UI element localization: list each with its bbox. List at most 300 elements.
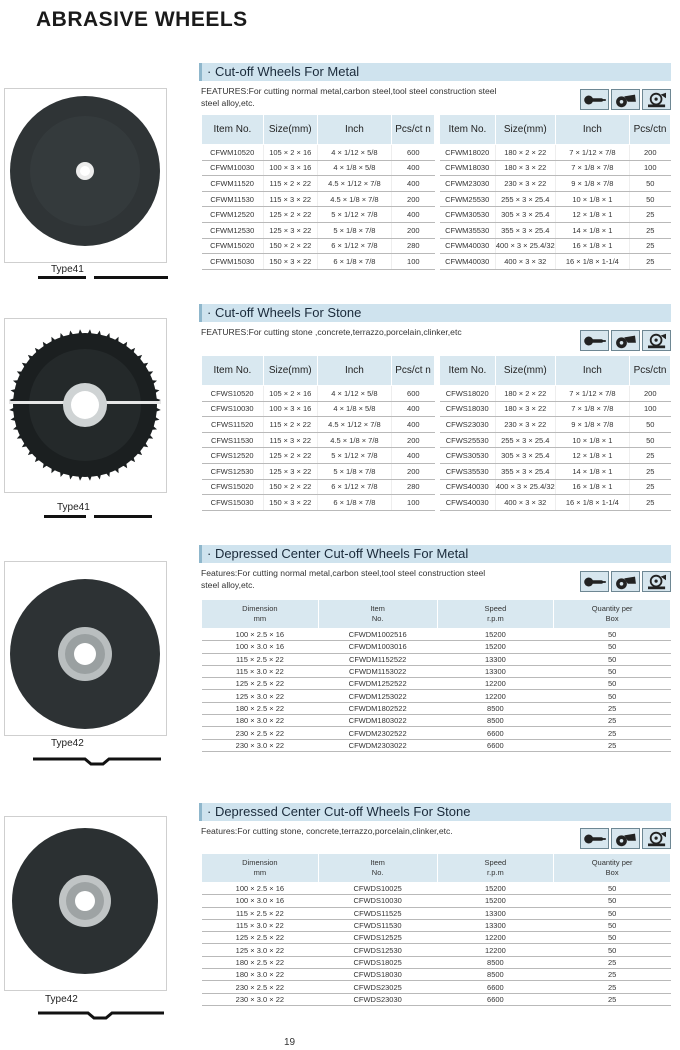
table-cell: 9 × 1/8 × 7/8 bbox=[555, 417, 629, 433]
table-cell: 180 × 2.5 × 22 bbox=[202, 702, 319, 714]
col-header: Inch bbox=[317, 115, 391, 145]
table-cell: 180 × 3 × 22 bbox=[495, 160, 555, 176]
table-cell: 180 × 2 × 22 bbox=[495, 145, 555, 161]
usage-icons bbox=[580, 571, 671, 592]
table-cell: 12200 bbox=[437, 690, 554, 702]
table-cell: 125 × 2 × 22 bbox=[263, 448, 317, 464]
table-cell: 25 bbox=[630, 207, 671, 223]
table-cell: 50 bbox=[554, 653, 671, 665]
table-cell: 400 bbox=[392, 401, 435, 417]
table-cell: CFWS18030 bbox=[440, 401, 496, 417]
col-header: Pcs/ctn bbox=[630, 356, 671, 386]
table-cell: 230 × 3.0 × 22 bbox=[202, 993, 319, 1005]
table-row bbox=[202, 653, 671, 665]
table-cell: 25 bbox=[630, 495, 671, 511]
table-row bbox=[202, 254, 435, 270]
table-cell: CFWS35530 bbox=[440, 463, 496, 479]
table-cell: 4 × 1/8 × 5/8 bbox=[317, 160, 391, 176]
table-cell: 180 × 3 × 22 bbox=[495, 401, 555, 417]
col-header-line: r.p.m bbox=[487, 614, 504, 623]
col-header: Size(mm) bbox=[263, 115, 317, 145]
table-row bbox=[202, 207, 435, 223]
table-cell: CFWS40030 bbox=[440, 495, 496, 511]
table-cell: 7 × 1/12 × 7/8 bbox=[555, 145, 629, 161]
table-row bbox=[202, 432, 435, 448]
features-cutoff-metal bbox=[201, 85, 497, 109]
table-cell: 4.5 × 1/12 × 7/8 bbox=[317, 176, 391, 192]
col-header-line: Dimension bbox=[242, 858, 278, 867]
table-row bbox=[202, 956, 671, 968]
table-row bbox=[440, 448, 671, 464]
col-header: Item No. bbox=[440, 115, 496, 145]
table-cell: 150 × 3 × 22 bbox=[263, 495, 317, 511]
table-cell: 12200 bbox=[437, 944, 554, 956]
table-cell: 230 × 2.5 × 22 bbox=[202, 981, 319, 993]
table-row bbox=[440, 401, 671, 417]
table-cell: CFWM25530 bbox=[440, 191, 496, 207]
table-cell: 100 × 2.5 × 16 bbox=[202, 629, 319, 641]
table-cell: 15200 bbox=[437, 883, 554, 895]
product-photo-cutoff-stone bbox=[4, 318, 167, 493]
table-row bbox=[440, 432, 671, 448]
table-row bbox=[202, 702, 671, 714]
table-cell: CFWM12520 bbox=[202, 207, 264, 223]
table-cell: 280 bbox=[392, 479, 435, 495]
table-cell: 125 × 3.0 × 22 bbox=[202, 944, 319, 956]
table-row bbox=[440, 191, 671, 207]
usage-icons bbox=[580, 330, 671, 351]
table-cell: 25 bbox=[554, 969, 671, 981]
spec-table-left bbox=[201, 114, 435, 270]
table-cell: CFWS11520 bbox=[202, 417, 264, 433]
table-row bbox=[202, 907, 671, 919]
table-cell: 13300 bbox=[437, 907, 554, 919]
table-cell: CFWDS10030 bbox=[318, 895, 437, 907]
table-row bbox=[440, 222, 671, 238]
col-header-line: No. bbox=[371, 614, 384, 623]
features-line: FEATURES:For cutting normal metal,carbon steel,tool steel construction steel bbox=[201, 86, 497, 96]
table-cell: CFWDS18025 bbox=[318, 956, 437, 968]
usage-icons bbox=[580, 828, 671, 849]
table-cell: 50 bbox=[554, 883, 671, 895]
table-row bbox=[440, 479, 671, 495]
table-row bbox=[202, 895, 671, 907]
table-cell: CFWM40030 bbox=[440, 238, 496, 254]
table-cell: 50 bbox=[630, 176, 671, 192]
depressed-wheel-profile bbox=[33, 754, 161, 768]
section-title-depressed-stone: · Depressed Center Cut-off Wheels For Stone bbox=[199, 803, 671, 821]
col-header bbox=[437, 600, 554, 629]
section-title-depressed-metal: · Depressed Center Cut-off Wheels For Metal bbox=[199, 545, 671, 563]
table-cell: 100 bbox=[630, 160, 671, 176]
col-header-line: Quantity per bbox=[591, 604, 633, 613]
table-cell: 7 × 1/8 × 7/8 bbox=[555, 401, 629, 417]
table-cell: CFWDS10025 bbox=[318, 883, 437, 895]
table-cell: 13300 bbox=[437, 919, 554, 931]
table-cell: CFWDS12530 bbox=[318, 944, 437, 956]
table-cell: CFWDS18030 bbox=[318, 969, 437, 981]
col-header bbox=[554, 600, 671, 629]
flat-wheel-profile bbox=[44, 514, 152, 520]
depressed-wheel-profile bbox=[38, 1008, 164, 1022]
col-header bbox=[202, 854, 319, 883]
section-title-cutoff-metal: · Cut-off Wheels For Metal bbox=[199, 63, 671, 81]
table-cell: 8500 bbox=[437, 715, 554, 727]
wheel-image bbox=[5, 562, 166, 735]
features-depressed-stone bbox=[201, 825, 453, 837]
table-cell: 400 × 3 × 32 bbox=[495, 495, 555, 511]
table-row bbox=[202, 715, 671, 727]
table-cell: 12200 bbox=[437, 678, 554, 690]
product-photo-depressed-metal bbox=[4, 561, 167, 736]
table-cell: 115 × 3 × 22 bbox=[263, 191, 317, 207]
table-cell: CFWDS23025 bbox=[318, 981, 437, 993]
features-depressed-metal bbox=[201, 567, 485, 591]
table-cell: 50 bbox=[630, 417, 671, 433]
table-cell: 16 × 1/8 × 1-1/4 bbox=[555, 495, 629, 511]
table-row bbox=[202, 919, 671, 931]
table-cell: 4.5 × 1/8 × 7/8 bbox=[317, 191, 391, 207]
table-cell: 15200 bbox=[437, 629, 554, 641]
table-cell: CFWM15020 bbox=[202, 238, 264, 254]
product-photo-depressed-stone bbox=[4, 816, 167, 991]
col-header-line: Item bbox=[370, 858, 385, 867]
table-cell: 400 bbox=[392, 448, 435, 464]
features-line: Features:For cutting normal metal,carbon steel,tool steel construction steel bbox=[201, 568, 486, 578]
table-cell: 255 × 3 × 25.4 bbox=[495, 432, 555, 448]
table-row bbox=[202, 883, 671, 895]
product-photo-cutoff-metal bbox=[4, 88, 167, 263]
table-cell: CFWM40030 bbox=[440, 254, 496, 270]
usage-icons bbox=[580, 89, 671, 110]
table-cell: 13300 bbox=[437, 665, 554, 677]
table-cell: 16 × 1/8 × 1-1/4 bbox=[555, 254, 629, 270]
table-cell: 14 × 1/8 × 1 bbox=[555, 222, 629, 238]
table-cell: 100 × 3 × 16 bbox=[263, 401, 317, 417]
table-cell: 180 × 2.5 × 22 bbox=[202, 956, 319, 968]
table-row bbox=[440, 176, 671, 192]
table-cell: 150 × 2 × 22 bbox=[263, 479, 317, 495]
wheel-image bbox=[5, 89, 166, 262]
table-row bbox=[202, 690, 671, 702]
table-row bbox=[440, 145, 671, 161]
table-cell: CFWS15030 bbox=[202, 495, 264, 511]
col-header: Size(mm) bbox=[263, 356, 317, 386]
table-row bbox=[202, 932, 671, 944]
table-cell: 200 bbox=[630, 145, 671, 161]
table-cell: 600 bbox=[392, 386, 435, 402]
table-cell: CFWDM2303022 bbox=[318, 739, 437, 751]
table-cell: 200 bbox=[392, 432, 435, 448]
cut-off-saw-icon bbox=[611, 330, 640, 351]
spec-table-left bbox=[201, 355, 435, 511]
table-cell: 50 bbox=[554, 665, 671, 677]
table-cell: 150 × 2 × 22 bbox=[263, 238, 317, 254]
col-header: Inch bbox=[555, 356, 629, 386]
table-cell: 25 bbox=[554, 715, 671, 727]
col-header bbox=[202, 600, 319, 629]
type-label: Type42 bbox=[45, 994, 78, 1005]
table-cell: CFWDM1802522 bbox=[318, 702, 437, 714]
table-cell: 4.5 × 1/8 × 7/8 bbox=[317, 432, 391, 448]
spec-table bbox=[201, 599, 671, 752]
table-cell: CFWS15020 bbox=[202, 479, 264, 495]
table-cell: 50 bbox=[554, 690, 671, 702]
table-row bbox=[202, 739, 671, 751]
table-cell: 125 × 2.5 × 22 bbox=[202, 932, 319, 944]
table-cell: 100 bbox=[392, 495, 435, 511]
table-cell: 355 × 3 × 25.4 bbox=[495, 463, 555, 479]
table-cell: 4 × 1/12 × 5/8 bbox=[317, 386, 391, 402]
cut-off-saw-icon bbox=[611, 571, 640, 592]
table-cell: 5 × 1/12 × 7/8 bbox=[317, 207, 391, 223]
table-cell: 200 bbox=[630, 386, 671, 402]
table-cell: 6600 bbox=[437, 993, 554, 1005]
table-cell: 400 × 3 × 25.4/32 bbox=[495, 479, 555, 495]
table-cell: CFWDM2302522 bbox=[318, 727, 437, 739]
features-cutoff-stone bbox=[201, 326, 462, 338]
table-cell: 25 bbox=[554, 702, 671, 714]
table-cell: CFWM11530 bbox=[202, 191, 264, 207]
table-cell: 230 × 3 × 22 bbox=[495, 417, 555, 433]
table-cell: CFWDS23030 bbox=[318, 993, 437, 1005]
stationary-machine-icon bbox=[642, 571, 671, 592]
table-cell: 400 bbox=[392, 160, 435, 176]
stationary-machine-icon bbox=[642, 330, 671, 351]
table-cell: 180 × 3.0 × 22 bbox=[202, 715, 319, 727]
table-cell: 200 bbox=[392, 222, 435, 238]
table-row bbox=[202, 495, 435, 511]
table-cell: 25 bbox=[554, 981, 671, 993]
table-row bbox=[202, 641, 671, 653]
table-cell: 25 bbox=[630, 479, 671, 495]
table-row bbox=[202, 386, 435, 402]
table-cell: 200 bbox=[392, 191, 435, 207]
table-row bbox=[440, 254, 671, 270]
table-cell: CFWDS11530 bbox=[318, 919, 437, 931]
table-cell: 200 bbox=[392, 463, 435, 479]
table-cell: 10 × 1/8 × 1 bbox=[555, 191, 629, 207]
col-header bbox=[318, 854, 437, 883]
col-header: Pcs/ct n bbox=[392, 356, 435, 386]
table-cell: 7 × 1/12 × 7/8 bbox=[555, 386, 629, 402]
table-cell: CFWS40030 bbox=[440, 479, 496, 495]
table-cell: 150 × 3 × 22 bbox=[263, 254, 317, 270]
wheel-image bbox=[5, 319, 166, 492]
table-cell: CFWS10520 bbox=[202, 386, 264, 402]
table-cell: CFWM11520 bbox=[202, 176, 264, 192]
table-cell: CFWS30530 bbox=[440, 448, 496, 464]
table-cell: 115 × 3 × 22 bbox=[263, 432, 317, 448]
table-cell: 8500 bbox=[437, 956, 554, 968]
table-cell: CFWM15030 bbox=[202, 254, 264, 270]
table-cell: 355 × 3 × 25.4 bbox=[495, 222, 555, 238]
table-cell: 8500 bbox=[437, 702, 554, 714]
table-cell: CFWS25530 bbox=[440, 432, 496, 448]
table-cell: 50 bbox=[630, 432, 671, 448]
spec-table-right bbox=[439, 114, 671, 270]
col-header-line: r.p.m bbox=[487, 868, 504, 877]
table-cell: 50 bbox=[554, 919, 671, 931]
stationary-machine-icon bbox=[642, 828, 671, 849]
table-cell: 9 × 1/8 × 7/8 bbox=[555, 176, 629, 192]
table-cell: 400 × 3 × 32 bbox=[495, 254, 555, 270]
col-header-line: Box bbox=[605, 614, 619, 623]
table-cell: 125 × 3 × 22 bbox=[263, 463, 317, 479]
table-cell: 6 × 1/8 × 7/8 bbox=[317, 495, 391, 511]
table-cell: CFWDM1002516 bbox=[318, 629, 437, 641]
table-cell: 7 × 1/8 × 7/8 bbox=[555, 160, 629, 176]
table-cell: 12 × 1/8 × 1 bbox=[555, 207, 629, 223]
table-cell: 15200 bbox=[437, 641, 554, 653]
table-cell: CFWM23030 bbox=[440, 176, 496, 192]
table-cell: CFWS11530 bbox=[202, 432, 264, 448]
table-row bbox=[440, 417, 671, 433]
table-cell: 14 × 1/8 × 1 bbox=[555, 463, 629, 479]
table-cell: CFWDM1253022 bbox=[318, 690, 437, 702]
table-row bbox=[202, 981, 671, 993]
angle-grinder-icon bbox=[580, 571, 609, 592]
type-label: Type41 bbox=[51, 264, 84, 275]
table-cell: 8500 bbox=[437, 969, 554, 981]
table-cell: 50 bbox=[554, 641, 671, 653]
table-cell: 600 bbox=[392, 145, 435, 161]
table-row bbox=[202, 160, 435, 176]
table-row bbox=[202, 727, 671, 739]
col-header: Item No. bbox=[440, 356, 496, 386]
col-header: Size(mm) bbox=[495, 115, 555, 145]
table-cell: 100 × 3.0 × 16 bbox=[202, 641, 319, 653]
table-cell: CFWDM1153022 bbox=[318, 665, 437, 677]
table-cell: 6 × 1/12 × 7/8 bbox=[317, 479, 391, 495]
wheel-image bbox=[5, 817, 166, 990]
table-cell: 125 × 3 × 22 bbox=[263, 222, 317, 238]
features-line: FEATURES:For cutting stone ,concrete,terrazzo,porcelain,clinker,etc bbox=[201, 327, 462, 337]
table-row bbox=[440, 207, 671, 223]
cut-off-saw-icon bbox=[611, 828, 640, 849]
col-header-line: mm bbox=[253, 614, 267, 623]
table-row bbox=[440, 463, 671, 479]
table-row bbox=[440, 160, 671, 176]
table-cell: 25 bbox=[630, 463, 671, 479]
table-cell: 4.5 × 1/12 × 7/8 bbox=[317, 417, 391, 433]
table-cell: 115 × 2 × 22 bbox=[263, 417, 317, 433]
table-row bbox=[202, 238, 435, 254]
col-header-line: Dimension bbox=[242, 604, 278, 613]
table-cell: 100 bbox=[392, 254, 435, 270]
table-cell: 125 × 2.5 × 22 bbox=[202, 678, 319, 690]
col-header: Size(mm) bbox=[495, 356, 555, 386]
table-row bbox=[202, 969, 671, 981]
table-cell: 115 × 2 × 22 bbox=[263, 176, 317, 192]
table-cell: 400 bbox=[392, 207, 435, 223]
type-label: Type41 bbox=[57, 502, 90, 513]
table-cell: 25 bbox=[554, 956, 671, 968]
table-cell: CFWM18030 bbox=[440, 160, 496, 176]
col-header bbox=[437, 854, 554, 883]
table-cell: 50 bbox=[554, 678, 671, 690]
table-cell: 230 × 3 × 22 bbox=[495, 176, 555, 192]
table-row bbox=[202, 463, 435, 479]
table-cell: 115 × 3.0 × 22 bbox=[202, 919, 319, 931]
stationary-machine-icon bbox=[642, 89, 671, 110]
col-header: Pcs/ctn bbox=[630, 115, 671, 145]
table-cell: 25 bbox=[554, 739, 671, 751]
angle-grinder-icon bbox=[580, 330, 609, 351]
table-cell: 125 × 2 × 22 bbox=[263, 207, 317, 223]
table-row bbox=[202, 222, 435, 238]
table-cell: CFWS12530 bbox=[202, 463, 264, 479]
col-header-line: Speed bbox=[484, 604, 507, 613]
col-header: Item No. bbox=[202, 115, 264, 145]
col-header-line: Speed bbox=[484, 858, 507, 867]
table-cell: CFWDM1252522 bbox=[318, 678, 437, 690]
table-cell: CFWDS12525 bbox=[318, 932, 437, 944]
table-cell: 4 × 1/12 × 5/8 bbox=[317, 145, 391, 161]
table-cell: 13300 bbox=[437, 653, 554, 665]
table-cell: 4 × 1/8 × 5/8 bbox=[317, 401, 391, 417]
table-cell: CFWM30530 bbox=[440, 207, 496, 223]
table-cell: CFWM35530 bbox=[440, 222, 496, 238]
table-cell: 10 × 1/8 × 1 bbox=[555, 432, 629, 448]
col-header: Inch bbox=[317, 356, 391, 386]
table-cell: CFWDM1003016 bbox=[318, 641, 437, 653]
table-cell: CFWM18020 bbox=[440, 145, 496, 161]
col-header bbox=[554, 854, 671, 883]
type-label: Type42 bbox=[51, 738, 84, 749]
table-cell: CFWDM1152522 bbox=[318, 653, 437, 665]
features-line: steel alloy,etc. bbox=[201, 98, 255, 108]
table-cell: 50 bbox=[554, 895, 671, 907]
section-title-cutoff-stone: · Cut-off Wheels For Stone bbox=[199, 304, 671, 322]
table-cell: CFWS18020 bbox=[440, 386, 496, 402]
table-cell: 125 × 3.0 × 22 bbox=[202, 690, 319, 702]
table-cell: 230 × 3.0 × 22 bbox=[202, 739, 319, 751]
table-cell: 305 × 3 × 25.4 bbox=[495, 207, 555, 223]
table-cell: 280 bbox=[392, 238, 435, 254]
table-cell: 50 bbox=[554, 932, 671, 944]
table-cell: CFWS10030 bbox=[202, 401, 264, 417]
table-row bbox=[202, 145, 435, 161]
table-cell: CFWM10030 bbox=[202, 160, 264, 176]
table-cell: 5 × 1/8 × 7/8 bbox=[317, 222, 391, 238]
table-cell: 12 × 1/8 × 1 bbox=[555, 448, 629, 464]
table-cell: 115 × 2.5 × 22 bbox=[202, 653, 319, 665]
col-header: Inch bbox=[555, 115, 629, 145]
table-row bbox=[440, 238, 671, 254]
table-cell: 25 bbox=[630, 222, 671, 238]
table-cell: 6600 bbox=[437, 739, 554, 751]
table-cell: 6 × 1/12 × 7/8 bbox=[317, 238, 391, 254]
table-cell: 6 × 1/8 × 7/8 bbox=[317, 254, 391, 270]
col-header-line: No. bbox=[371, 868, 384, 877]
table-cell: 255 × 3 × 25.4 bbox=[495, 191, 555, 207]
table-cell: 25 bbox=[554, 727, 671, 739]
col-header: Item No. bbox=[202, 356, 264, 386]
table-cell: 180 × 3.0 × 22 bbox=[202, 969, 319, 981]
angle-grinder-icon bbox=[580, 828, 609, 849]
table-cell: 25 bbox=[630, 238, 671, 254]
table-cell: 100 × 3 × 16 bbox=[263, 160, 317, 176]
table-cell: 5 × 1/8 × 7/8 bbox=[317, 463, 391, 479]
table-cell: 305 × 3 × 25.4 bbox=[495, 448, 555, 464]
table-cell: 50 bbox=[630, 191, 671, 207]
table-cell: 12200 bbox=[437, 932, 554, 944]
spec-table bbox=[201, 853, 671, 1006]
table-cell: 100 × 2.5 × 16 bbox=[202, 883, 319, 895]
table-cell: 400 × 3 × 25.4/32 bbox=[495, 238, 555, 254]
table-cell: 50 bbox=[554, 907, 671, 919]
